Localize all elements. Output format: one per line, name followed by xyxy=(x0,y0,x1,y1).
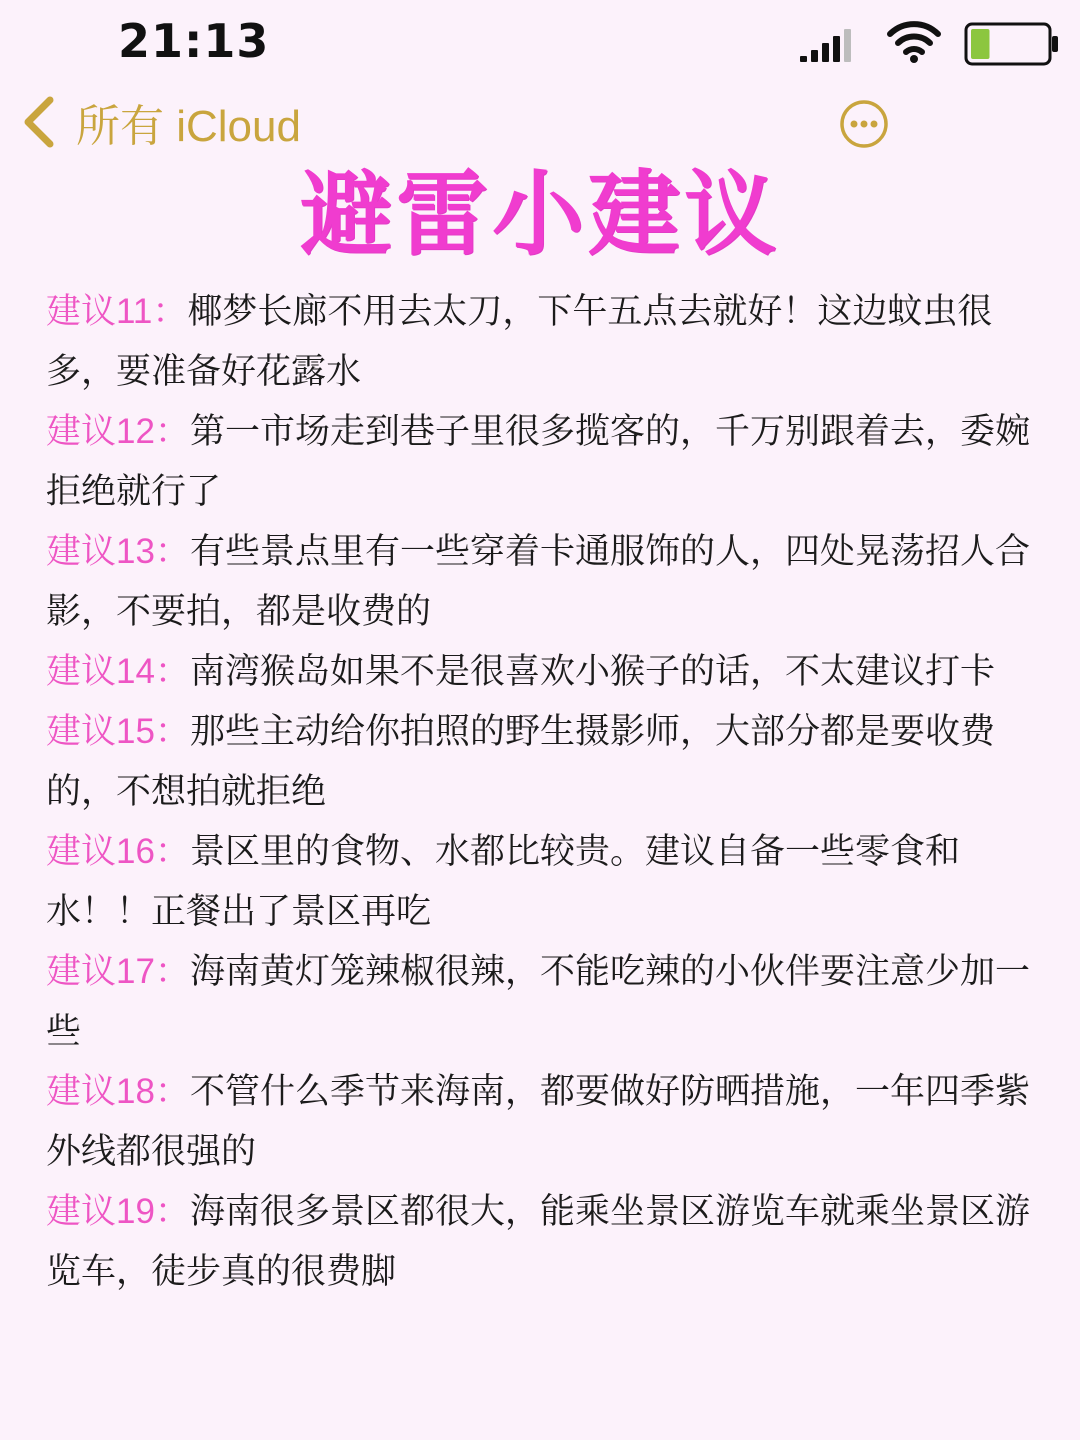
tip-item xyxy=(46,522,1038,642)
tip-item xyxy=(46,642,1038,702)
tip-text: 那些主动给你拍照的野生摄影师，大部分都是要收费的，不想拍就拒绝 xyxy=(46,712,995,812)
tip-item xyxy=(46,1182,1038,1302)
tip-item xyxy=(46,702,1038,822)
tip-text: 南湾猴岛如果不是很喜欢小猴子的话，不太建议打卡 xyxy=(189,652,995,692)
status-time: 21:13 xyxy=(118,14,270,68)
page-title: 避雷小建议 xyxy=(299,161,780,268)
tip-text: 海南很多景区都很大，能乘坐景区游览车就乘坐景区游览车，徒步真的很费脚 xyxy=(46,1192,1030,1292)
battery-icon xyxy=(964,22,1060,66)
tip-label: 建议16： xyxy=(46,832,190,871)
tip-text: 不管什么季节来海南，都要做好防晒措施，一年四季紫外线都很强的 xyxy=(46,1072,1030,1172)
tip-text: 景区里的食物、水都比较贵。建议自备一些零食和水！！正餐出了景区再吃 xyxy=(46,832,960,932)
nav-bar xyxy=(0,88,1080,158)
ellipsis-circle-icon[interactable] xyxy=(838,98,890,150)
back-button[interactable] xyxy=(18,90,301,154)
tips-list xyxy=(46,282,1038,1302)
tip-label: 建议18： xyxy=(46,1072,190,1111)
tip-label: 建议15： xyxy=(46,712,190,751)
tip-label: 建议17： xyxy=(46,952,190,991)
tip-text: 有些景点里有一些穿着卡通服饰的人，四处晃荡招人合影，不要拍，都是收费的 xyxy=(46,532,1030,632)
tip-label: 建议12： xyxy=(46,412,190,451)
tip-text: 椰梦长廊不用去太刀，下午五点去就好！这边蚊虫很多，要准备好花露水 xyxy=(46,292,993,392)
tip-text: 海南黄灯笼辣椒很辣，不能吃辣的小伙伴要注意少加一些 xyxy=(46,952,1030,1052)
tip-label: 建议14： xyxy=(46,652,190,691)
tip-item xyxy=(46,1062,1038,1182)
tip-label: 建议13： xyxy=(46,532,190,571)
tip-label: 建议19： xyxy=(46,1192,190,1231)
chevron-left-icon xyxy=(18,94,58,150)
tip-text: 第一市场走到巷子里很多揽客的，千万别跟着去，委婉拒绝就行了 xyxy=(46,412,1030,512)
tip-item xyxy=(46,402,1038,522)
tip-label: 建议11： xyxy=(46,292,188,331)
tip-item xyxy=(46,942,1038,1062)
status-bar xyxy=(0,0,1080,88)
tip-item xyxy=(46,822,1038,942)
cellular-signal-icon xyxy=(798,28,856,64)
tip-item xyxy=(46,282,1038,402)
wifi-icon xyxy=(886,20,942,64)
back-label: 所有 iCloud xyxy=(76,102,301,151)
